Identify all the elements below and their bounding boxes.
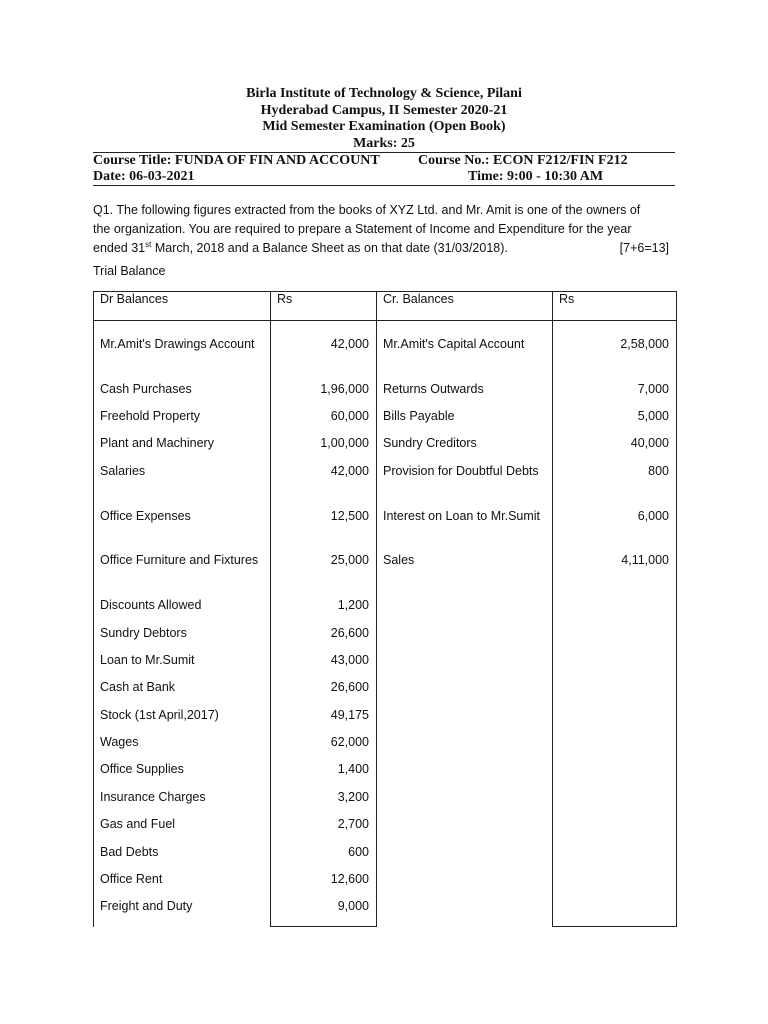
debit-amount: 49,175 bbox=[330, 708, 369, 722]
header-cr-balances: Cr. Balances bbox=[383, 292, 454, 306]
dr-rs-divider bbox=[270, 291, 271, 927]
debit-item: Bad Debts bbox=[100, 845, 159, 859]
debit-item: Insurance Charges bbox=[100, 790, 206, 804]
debit-amount: 42,000 bbox=[330, 337, 369, 351]
debit-amount: 12,500 bbox=[330, 509, 369, 523]
question-marks: [7+6=13] bbox=[619, 241, 669, 255]
credit-amount: 2,58,000 bbox=[620, 337, 669, 351]
debit-amount: 600 bbox=[348, 845, 369, 859]
credit-item: Provision for Doubtful Debts bbox=[383, 464, 539, 478]
question-line-2: the organization. You are required to prepare a Statement of Income and Expenditure for the year bbox=[93, 222, 632, 236]
credit-item: Returns Outwards bbox=[383, 382, 484, 396]
total-marks: Marks: 25 bbox=[353, 135, 415, 151]
debit-item: Office Supplies bbox=[100, 762, 184, 776]
debit-amount: 12,600 bbox=[330, 872, 369, 886]
course-title: Course Title: FUNDA OF FIN AND ACCOUNT bbox=[93, 153, 380, 168]
table-header-border bbox=[93, 320, 677, 321]
credit-item: Sales bbox=[383, 553, 415, 567]
exam-title: Mid Semester Examination (Open Book) bbox=[262, 119, 506, 134]
debit-item: Wages bbox=[100, 735, 139, 749]
debit-item: Gas and Fuel bbox=[100, 817, 176, 831]
campus-semester: Hyderabad Campus, II Semester 2020-21 bbox=[260, 102, 508, 118]
credit-item: Bills Payable bbox=[383, 409, 455, 423]
table-right-border bbox=[676, 291, 677, 927]
debit-amount: 62,000 bbox=[330, 735, 369, 749]
credit-amount: 800 bbox=[648, 464, 669, 478]
header-dr-rs: Rs bbox=[277, 292, 293, 306]
dr-rs-bottom-border bbox=[270, 926, 377, 927]
debit-item: Sundry Debtors bbox=[100, 626, 187, 640]
credit-item: Mr.Amit's Capital Account bbox=[383, 337, 525, 351]
trial-balance-table bbox=[93, 291, 677, 927]
debit-item: Freehold Property bbox=[100, 409, 201, 423]
debit-amount: 26,600 bbox=[330, 626, 369, 640]
credit-amount: 40,000 bbox=[630, 436, 669, 450]
credit-amount: 4,11,000 bbox=[621, 553, 669, 567]
debit-item: Plant and Machinery bbox=[100, 436, 214, 450]
debit-item: Stock (1st April,2017) bbox=[100, 708, 219, 722]
credit-item: Interest on Loan to Mr.Sumit bbox=[383, 509, 541, 523]
debit-item: Freight and Duty bbox=[100, 899, 193, 913]
debit-amount: 3,200 bbox=[337, 790, 369, 804]
exam-date: Date: 06-03-2021 bbox=[93, 169, 195, 184]
debit-amount: 42,000 bbox=[330, 464, 369, 478]
debit-item: Office Expenses bbox=[100, 509, 191, 523]
debit-amount: 26,600 bbox=[330, 680, 369, 694]
question-1 bbox=[93, 201, 675, 258]
debit-item: Cash at Bank bbox=[100, 680, 176, 694]
table-left-border bbox=[93, 291, 94, 927]
debit-amount: 1,200 bbox=[337, 598, 369, 612]
debit-amount: 1,96,000 bbox=[320, 382, 369, 396]
course-number: Course No.: ECON F212/FIN F212 bbox=[418, 153, 628, 168]
question-line-3-start: ended 31 bbox=[93, 241, 146, 255]
exam-header bbox=[93, 86, 675, 152]
institute-name: Birla Institute of Technology & Science, Pilani bbox=[246, 86, 522, 101]
debit-amount: 1,400 bbox=[337, 762, 369, 776]
course-row-2 bbox=[93, 169, 675, 185]
debit-amount: 1,00,000 bbox=[320, 436, 369, 450]
course-row-1 bbox=[93, 153, 675, 169]
header-dr-balances: Dr Balances bbox=[100, 292, 169, 306]
cr-rs-divider bbox=[552, 291, 553, 927]
debit-item: Discounts Allowed bbox=[100, 598, 202, 612]
credit-item: Sundry Creditors bbox=[383, 436, 477, 450]
debit-amount: 9,000 bbox=[337, 899, 369, 913]
credit-amount: 7,000 bbox=[637, 382, 669, 396]
question-line-1: Q1. The following figures extracted from the books of XYZ Ltd. and Mr. Amit is one of the owners of bbox=[93, 203, 641, 217]
debit-amount: 60,000 bbox=[330, 409, 369, 423]
debit-item: Loan to Mr.Sumit bbox=[100, 653, 195, 667]
debit-item: Salaries bbox=[100, 464, 146, 478]
exam-time: Time: 9:00 - 10:30 AM bbox=[468, 169, 604, 184]
credit-amount: 5,000 bbox=[637, 409, 669, 423]
debit-amount: 43,000 bbox=[330, 653, 369, 667]
question-line-3-end: March, 2018 and a Balance Sheet as on that date (31/03/2018). bbox=[151, 241, 508, 255]
header-cr-rs: Rs bbox=[559, 292, 575, 306]
ordinal-suffix: st bbox=[145, 239, 152, 249]
debit-item: Office Rent bbox=[100, 872, 163, 886]
dr-cr-divider bbox=[376, 291, 377, 927]
debit-item: Office Furniture and Fixtures bbox=[100, 553, 259, 567]
header-divider-bottom bbox=[93, 185, 675, 186]
debit-amount: 2,700 bbox=[337, 817, 369, 831]
credit-amount: 6,000 bbox=[637, 509, 669, 523]
debit-item: Mr.Amit's Drawings Account bbox=[100, 337, 255, 351]
debit-item: Cash Purchases bbox=[100, 382, 192, 396]
question-line-3 bbox=[93, 239, 675, 258]
cr-rs-bottom-border bbox=[552, 926, 677, 927]
trial-balance-label: Trial Balance bbox=[93, 264, 166, 278]
debit-amount: 25,000 bbox=[330, 553, 369, 567]
